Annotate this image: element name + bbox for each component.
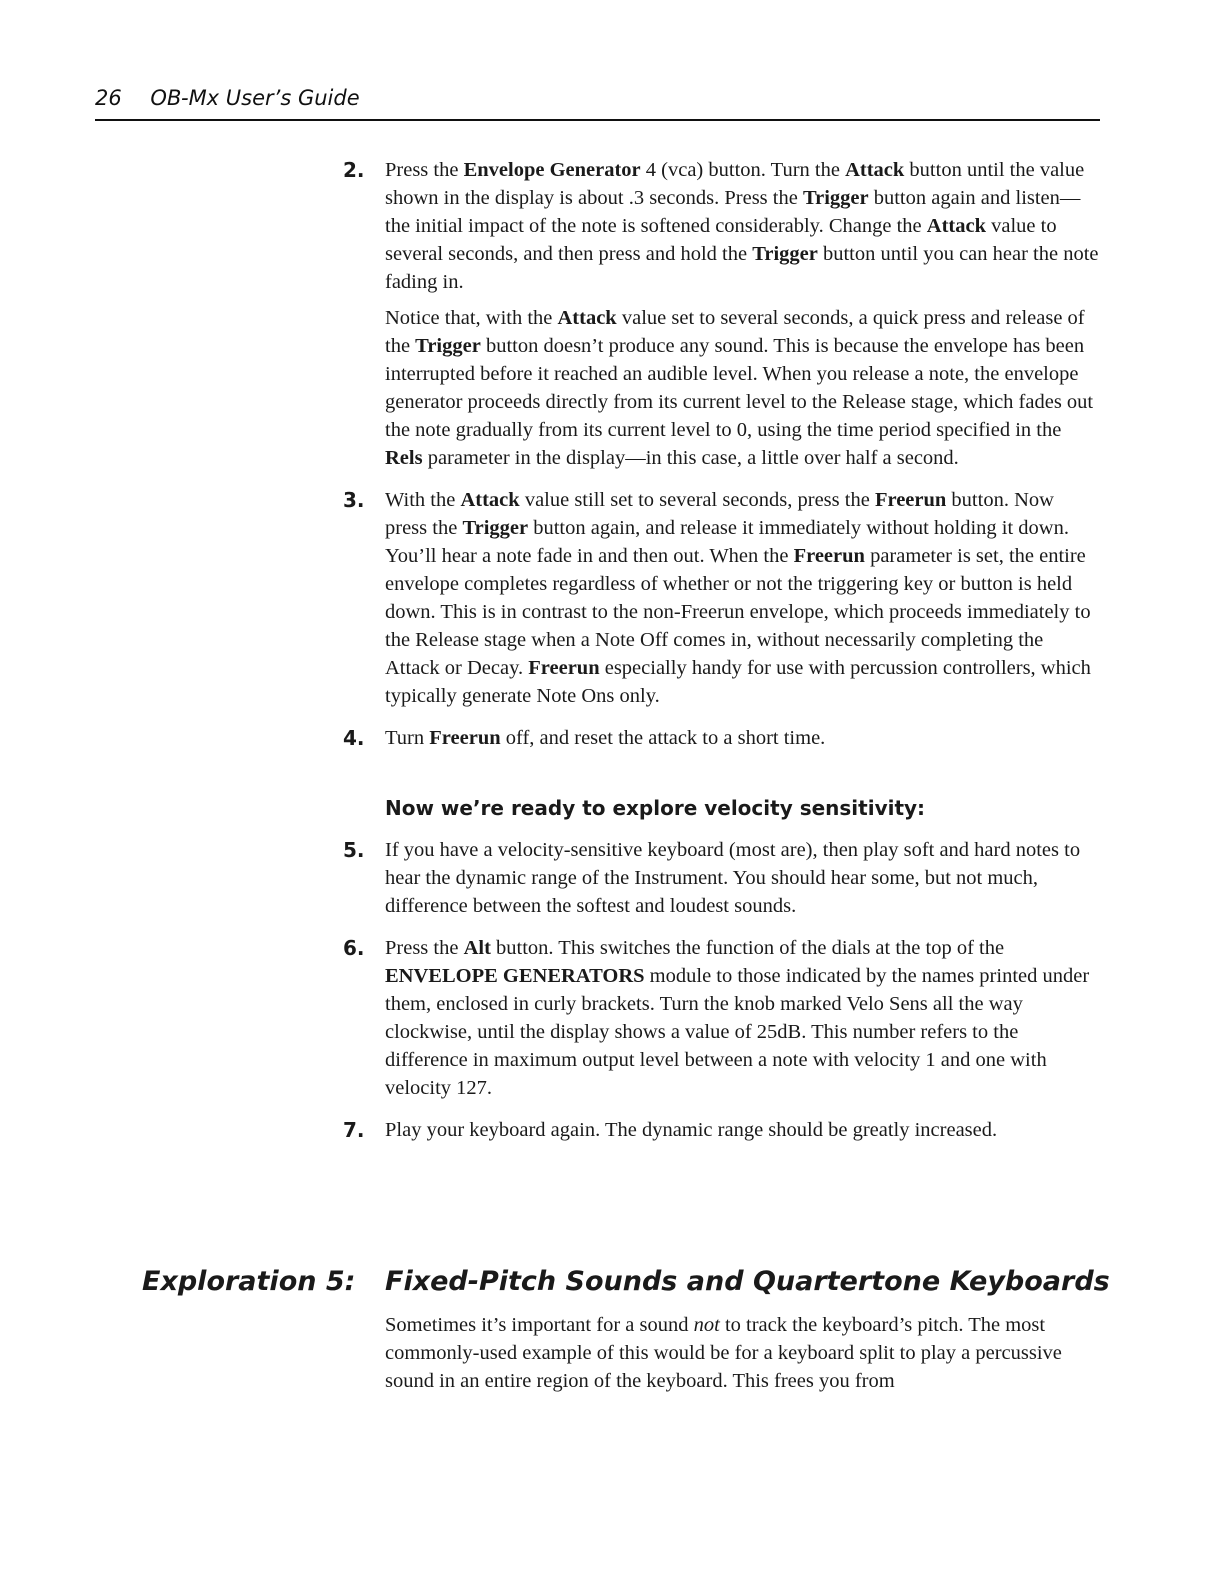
header-rule [95, 119, 1100, 121]
step-paragraph: If you have a velocity-sensitive keyboard (most are), then play soft and hard notes to hear the dynamic range of the Instrument. You should hear some, but not much, difference between the softest and loudest sounds. [385, 839, 1081, 917]
step-number: 2. [343, 158, 365, 182]
step-paragraph: With the Attack value still set to several seconds, press the Freerun button. Now press the Trigger button again, and release it immediately without holding it down. You’ll hear a note fade in and then out. When the Freerun parameter is set, the entire envelope completes regardless of whether or not the triggering key or button is held down. This is in contrast to the non-Freerun envelope, which proceeds immediately to the Release stage when a Note Off comes in, without necessarily completing the Attack or Decay. Freerun especially handy for use with percussion controllers, which typically generate Note Ons only. [385, 489, 1091, 707]
step-paragraph: Turn Freerun off, and reset the attack to a short time. [385, 727, 826, 749]
exploration-heading [0, 1260, 1223, 1304]
page-number: 26 [95, 86, 122, 110]
step-6 [343, 934, 1100, 1102]
main-content [343, 156, 1100, 1158]
exploration-title: Fixed-Pitch Sounds and Quartertone Keyboards [385, 1266, 1110, 1297]
step-2 [343, 156, 1100, 472]
step-number: 5. [343, 838, 365, 862]
exploration-intro [385, 1311, 1100, 1403]
exploration-label: Exploration 5: [142, 1266, 356, 1297]
step-number: 4. [343, 726, 365, 750]
step-7 [343, 1116, 1100, 1144]
step-3 [343, 486, 1100, 710]
intro-paragraph: Sometimes it’s important for a sound not to track the keyboard’s pitch. The most commonly-used example of this would be for a keyboard split to play a percussive sound in an entire region of the keyboard. This frees you from [385, 1314, 1062, 1392]
step-number: 6. [343, 936, 365, 960]
step-number: 3. [343, 488, 365, 512]
step-4 [343, 724, 1100, 752]
step-paragraph: Notice that, with the Attack value set to several seconds, a quick press and release of the Trigger button doesn’t produce any sound. This is because the envelope has been interrupted before it reached an audible level. When you release a note, the envelope generator proceeds directly from its current level to the Release stage, which fades out the note gradually from its current level to 0, using the time period specified in the Rels parameter in the display—in this case, a little over half a second. [385, 307, 1094, 469]
section-subheading: Now we’re ready to explore velocity sensitivity: [385, 796, 926, 820]
step-5 [343, 836, 1100, 920]
book-title: OB-Mx User’s Guide [150, 86, 360, 110]
step-paragraph: Press the Envelope Generator 4 (vca) button. Turn the Attack button until the value shown in the display is about .3 seconds. Press the Trigger button again and listen—the initial impact of the note is softened considerably. Change the Attack value to several seconds, and then press and hold the Trigger button until you can hear the note fading in. [385, 159, 1099, 293]
running-header [95, 84, 1100, 112]
step-paragraph: Press the Alt button. This switches the function of the dials at the top of the ENVELOPE GENERATORS module to those indicated by the names printed under them, enclosed in curly brackets. Turn the knob marked Velo Sens all the way clockwise, until the display shows a value of 25dB. This number refers to the difference in maximum output level between a note with velocity 1 and one with velocity 127. [385, 937, 1090, 1099]
step-paragraph: Play your keyboard again. The dynamic range should be greatly increased. [385, 1119, 998, 1141]
step-number: 7. [343, 1118, 365, 1142]
